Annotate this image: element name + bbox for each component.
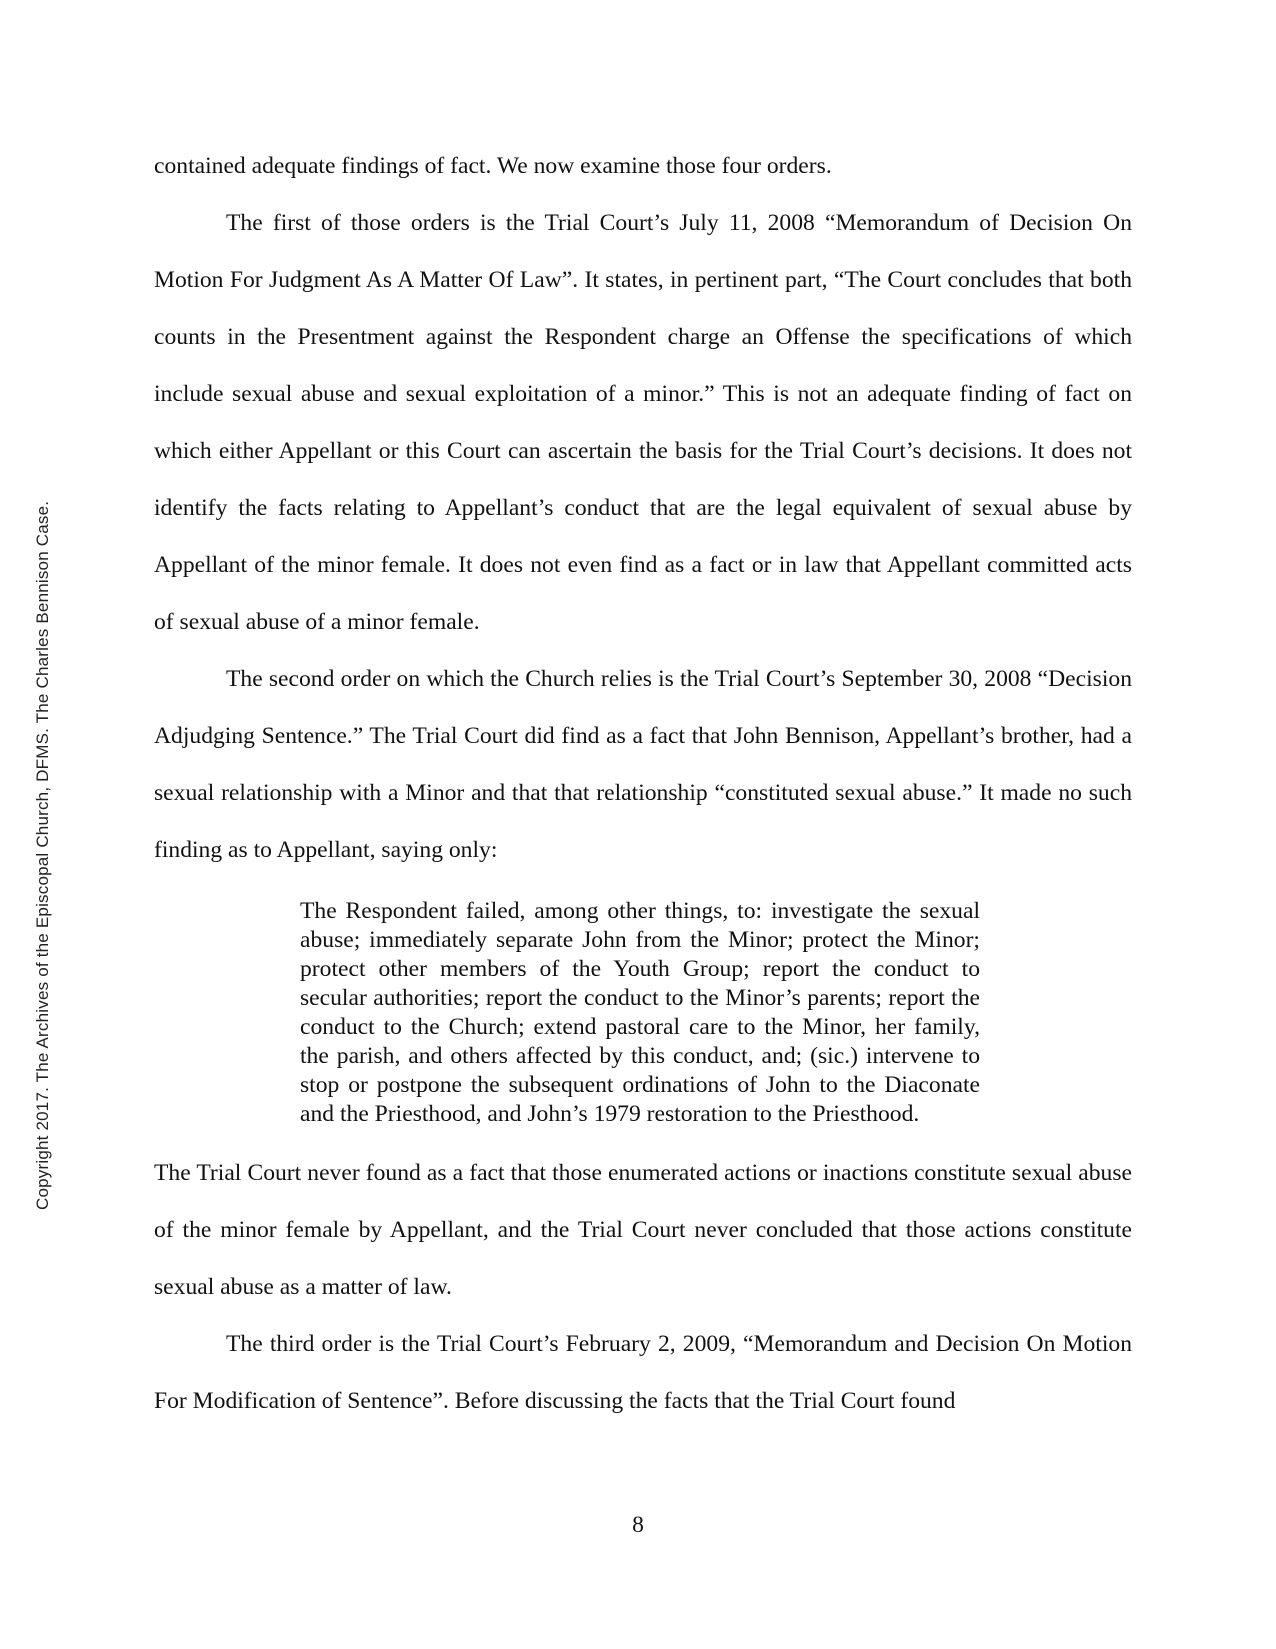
paragraph-second-order: The second order on which the Church relies is the Trial Court’s September 30, 2008 “Decision Adjudging Sentence.” The Trial Court did find as a fact that John Bennison, Appellant’s brother, had a sexual relationship with a Minor and that that relationship “constituted sexual abuse.” It made no such finding as to Appellant, saying only:	[154, 666, 1132, 863]
document-body	[154, 138, 1132, 1430]
paragraph-third-order: The third order is the Trial Court’s February 2, 2009, “Memorandum and Decision On Motion For Modification of Sentence”. Before discussing the facts that the Trial Court found	[154, 1331, 1132, 1414]
paragraph-trial-court-finding: The Trial Court never found as a fact that those enumerated actions or inactions constitute sexual abuse of the minor female by Appellant, and the Trial Court never concluded that those actions constitute sexual abuse as a matter of law.	[154, 1160, 1132, 1300]
paragraph-continuation: contained adequate findings of fact. We now examine those four orders.	[154, 153, 832, 179]
paragraph-first-order: The first of those orders is the Trial Court’s July 11, 2008 “Memorandum of Decision On Motion For Judgment As A Matter Of Law”. It states, in pertinent part, “The Court concludes that both counts in the Presentment against the Respondent charge an Offense the specifications of which include sexual abuse and sexual exploitation of a minor.” This is not an adequate finding of fact on which either Appellant or this Court can ascertain the basis for the Trial Court’s decisions. It does not identify the facts relating to Appellant’s conduct that are the legal equivalent of sexual abuse by Appellant of the minor female. It does not even find as a fact or in law that Appellant committed acts of sexual abuse of a minor female.	[154, 210, 1132, 635]
page-number: 8	[632, 1512, 644, 1538]
copyright-side-note: Copyright 2017. The Archives of the Episcopal Church, DFMS. The Charles Bennison Case.	[33, 500, 52, 1210]
block-quotation: The Respondent failed, among other things, to: investigate the sexual abuse; immediately separate John from the Minor; protect the Minor; protect other members of the Youth Group; report the conduct to secular authorities; report the conduct to the Minor’s parents; report the conduct to the Church; extend pastoral care to the Minor, her family, the parish, and others affected by this conduct, and; (sic.) intervene to stop or postpone the subsequent ordinations of John to the Diaconate and the Priesthood, and John’s 1979 restoration to the Priesthood.	[300, 898, 980, 1127]
